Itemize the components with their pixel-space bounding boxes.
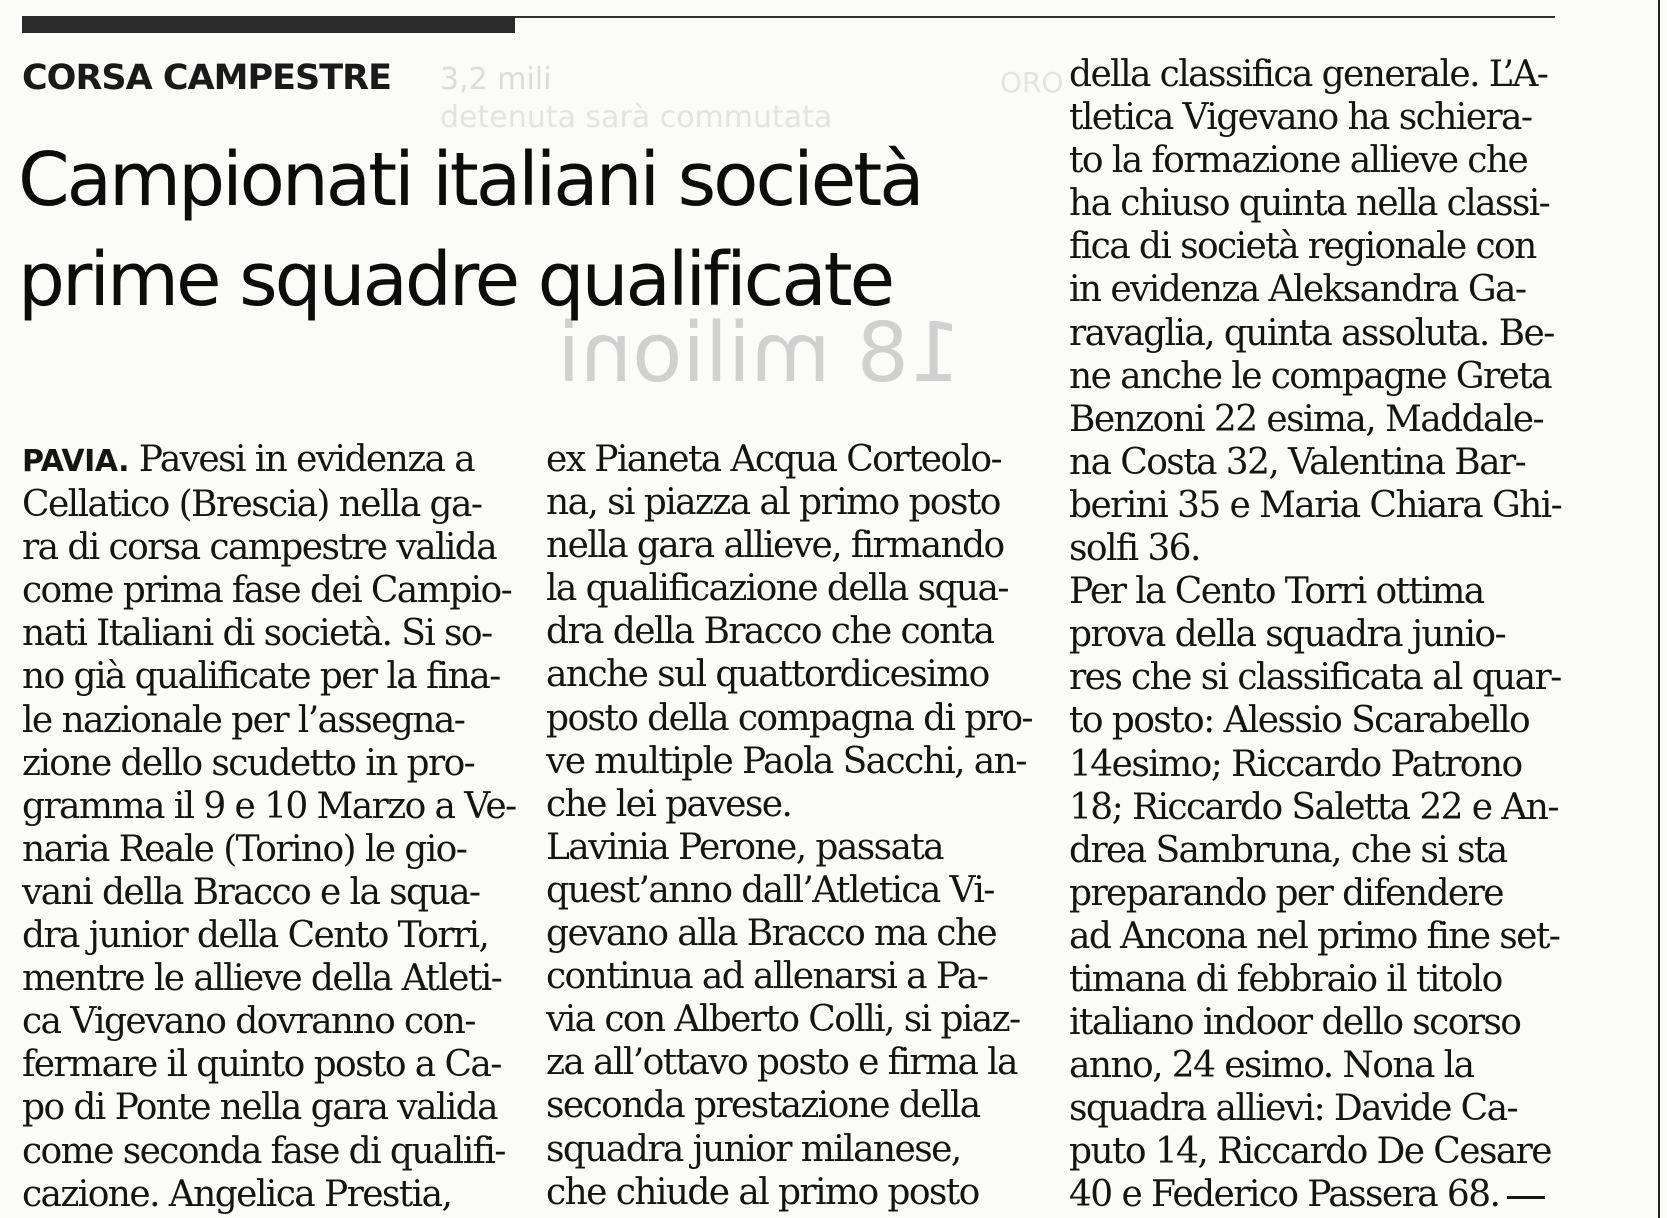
- article-line: ex Pianeta Acqua Corteolo-: [546, 439, 1002, 480]
- article-headline: [18, 130, 1058, 330]
- article-line: 14esimo; Riccardo Patrono: [1069, 743, 1522, 785]
- article-line: to posto: Alessio Scarabello: [1069, 700, 1530, 742]
- article-line: via con Alberto Colli, si piaz-: [546, 999, 1020, 1041]
- article-line: la qualificazione della squa-: [546, 568, 1008, 610]
- top-rule-line: [515, 16, 1555, 18]
- article-line: squadra allievi: Davide Ca-: [1069, 1088, 1518, 1130]
- article-line: 18; Riccardo Saletta 22 e An-: [1069, 786, 1558, 828]
- article-line: che chiude al primo posto: [546, 1171, 979, 1213]
- article-line: dra della Bracco che conta: [546, 611, 994, 653]
- article-line: le nazionale per l’assegna-: [22, 699, 465, 741]
- dateline: PAVIA.: [22, 444, 129, 479]
- article-line: italiano indoor dello scorso: [1069, 1002, 1521, 1044]
- headline-line: prime squadre qualificate: [18, 237, 893, 323]
- article-line: dra junior della Cento Torri,: [22, 915, 489, 957]
- article-line: na Costa 32, Valentina Bar-: [1069, 441, 1526, 483]
- article-line: preparando per difendere: [1069, 872, 1503, 914]
- bleed-through-large: 18 milioni: [557, 306, 961, 401]
- article-line: solfi 36.: [1069, 528, 1200, 570]
- article-line: Lavinia Perone, passata: [546, 826, 944, 868]
- article-line: in evidenza Aleksandra Ga-: [1069, 269, 1526, 311]
- article-line: ravaglia, quinta assoluta. Be-: [1069, 312, 1554, 354]
- article-line: prova della squadra junio-: [1069, 614, 1506, 656]
- top-rule-bar: [22, 16, 515, 33]
- article-line: Benzoni 22 esima, Maddale-: [1069, 398, 1544, 440]
- article-line: seconda prestazione della: [546, 1085, 980, 1127]
- article-line: nella gara allieve, firmando: [546, 525, 1004, 567]
- article-line: continua ad allenarsi a Pa-: [546, 956, 988, 998]
- article-line: che lei pavese.: [546, 783, 792, 825]
- article-line: puto 14, Riccardo De Cesare: [1069, 1131, 1551, 1173]
- article-line: nati Italiani di società. Si so-: [22, 613, 492, 655]
- article-line-text: Pavesi in evidenza a: [128, 439, 475, 480]
- article-line: timana di febbraio il titolo: [1069, 958, 1502, 1000]
- article-column-2: [546, 438, 1032, 1214]
- article-kicker: CORSA CAMPESTRE: [22, 58, 391, 98]
- article-line: cazione. Angelica Prestia,: [22, 1173, 452, 1215]
- article-line: gramma il 9 e 10 Marzo a Ve-: [22, 785, 516, 827]
- article-line: tletica Vigevano ha schiera-: [1069, 97, 1532, 139]
- article-line: na, si piazza al primo posto: [546, 482, 1000, 524]
- end-of-article-dash: [1507, 1196, 1545, 1199]
- article-line: come seconda fase di qualifi-: [22, 1130, 505, 1172]
- article-line: ve multiple Paola Sacchi, an-: [546, 740, 1026, 782]
- page-edge-line: [1658, 0, 1660, 1218]
- article-line: fica di società regionale con: [1069, 226, 1536, 268]
- article-line: anche sul quattordicesimo: [546, 654, 989, 696]
- headline-line: Campionati italiani società: [18, 137, 922, 223]
- article-line: vani della Bracco e la squa-: [22, 871, 480, 913]
- article-line: to la formazione allieve che: [1069, 140, 1528, 182]
- article-line: res che si classificata al quar-: [1069, 657, 1561, 699]
- article-line: squadra junior milanese,: [546, 1128, 961, 1170]
- article-column-3: [1069, 53, 1561, 1217]
- article-line: mentre le allieve della Atleti-: [22, 958, 502, 1000]
- article-line: Per la Cento Torri ottima: [1069, 571, 1484, 613]
- article-line: anno, 24 esimo. Nona la: [1069, 1045, 1474, 1087]
- article-line: ne anche le compagne Greta: [1069, 355, 1551, 397]
- article-line: naria Reale (Torino) le gio-: [22, 828, 467, 870]
- article-column-1: [22, 438, 516, 1216]
- article-line: quest’anno dall’Atletica Vi-: [546, 869, 994, 911]
- article-line: della classifica generale. L’A-: [1069, 54, 1548, 95]
- article-line: po di Ponte nella gara valida: [22, 1087, 497, 1129]
- article-line: [22, 438, 516, 483]
- article-line: berini 35 e Maria Chiara Ghi-: [1069, 484, 1562, 526]
- article-line: gevano alla Bracco ma che: [546, 913, 997, 955]
- article-line: fermare il quinto posto a Ca-: [22, 1044, 501, 1086]
- bleed-through-small-3: ORO: [1000, 66, 1064, 99]
- bleed-through-small-2: detenuta sarà commutata: [440, 100, 833, 135]
- article-line: ad Ancona nel primo fine set-: [1069, 915, 1560, 957]
- article-line: ra di corsa campestre valida: [22, 527, 497, 569]
- article-line: 40 e Federico Passera 68.: [1069, 1173, 1561, 1216]
- article-line: ca Vigevano dovranno con-: [22, 1001, 475, 1043]
- article-line: posto della compagna di pro-: [546, 697, 1032, 739]
- article-line: drea Sambruna, che si sta: [1069, 829, 1507, 871]
- bleed-through-small-1: 3,2 mili: [440, 62, 552, 97]
- article-line: ha chiuso quinta nella classi-: [1069, 183, 1550, 225]
- article-line: zione dello scudetto in pro-: [22, 742, 475, 784]
- article-line: come prima fase dei Campio-: [22, 570, 512, 612]
- article-line: za all’ottavo posto e firma la: [546, 1042, 1017, 1084]
- article-line: no già qualificate per la fina-: [22, 656, 500, 698]
- article-line: Cellatico (Brescia) nella ga-: [22, 484, 482, 526]
